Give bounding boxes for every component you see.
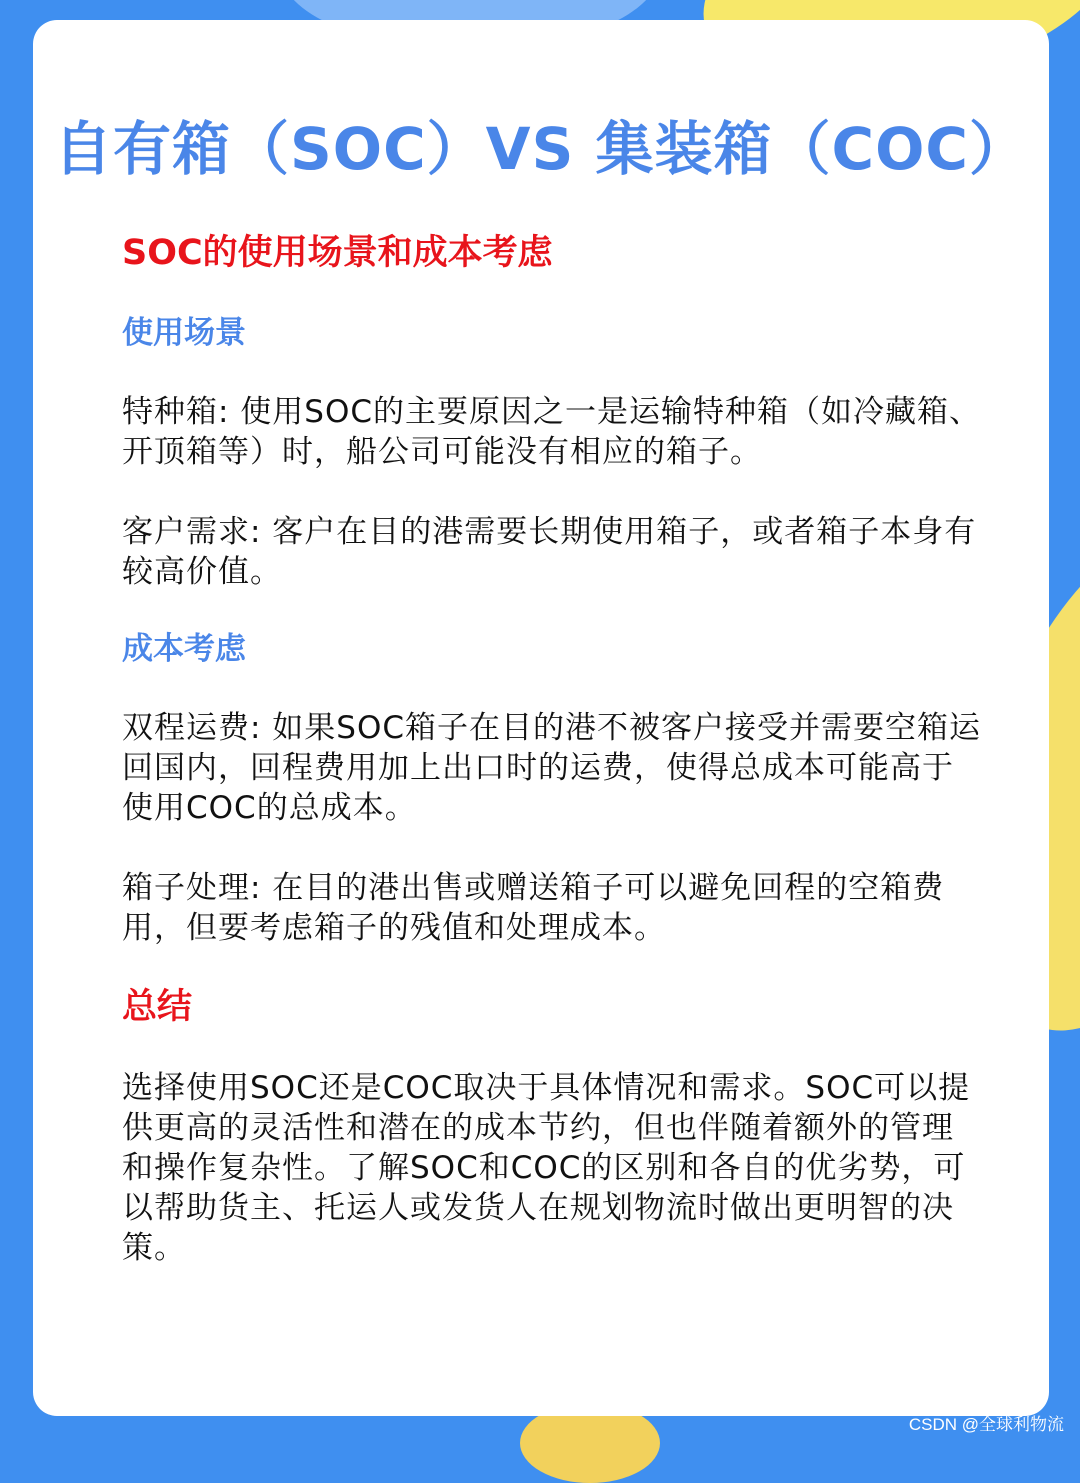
section-heading-summary: 总结 bbox=[122, 987, 193, 1027]
paragraph-round-trip-freight: 双程运费: 如果SOC箱子在目的港不被客户接受并需要空箱运回国内，回程费用加上出口时的运费，使得总成本可能高于使用COC的总成本。 bbox=[122, 710, 982, 826]
section-heading-soc: SOC的使用场景和成本考虑 bbox=[122, 233, 553, 273]
article-body bbox=[122, 230, 982, 1268]
content-card bbox=[33, 20, 1049, 1416]
page-title: 自有箱（SOC）VS 集装箱（COC） bbox=[54, 115, 1028, 183]
paragraph-customer-demand: 客户需求: 客户在目的港需要长期使用箱子，或者箱子本身有较高价值。 bbox=[122, 514, 977, 590]
paragraph-container-disposal: 箱子处理: 在目的港出售或赠送箱子可以避免回程的空箱费用，但要考虑箱子的残值和处理成本。 bbox=[122, 870, 945, 946]
subheading-usage: 使用场景 bbox=[122, 315, 246, 351]
paragraph-special-containers: 特种箱: 使用SOC的主要原因之一是运输特种箱（如冷藏箱、开顶箱等）时，船公司可能没有相应的箱子。 bbox=[122, 394, 982, 470]
paragraph-summary: 选择使用SOC还是COC取决于具体情况和需求。SOC可以提供更高的灵活性和潜在的成本节约，但也伴随着额外的管理和操作复杂性。了解SOC和COC的区别和各自的优劣势，可以帮助货主、托运人或发货人在规划物流时做出更明智的决策。 bbox=[122, 1070, 971, 1266]
watermark: CSDN @全球利物流 bbox=[908, 1415, 1064, 1434]
subheading-cost: 成本考虑 bbox=[122, 631, 246, 667]
